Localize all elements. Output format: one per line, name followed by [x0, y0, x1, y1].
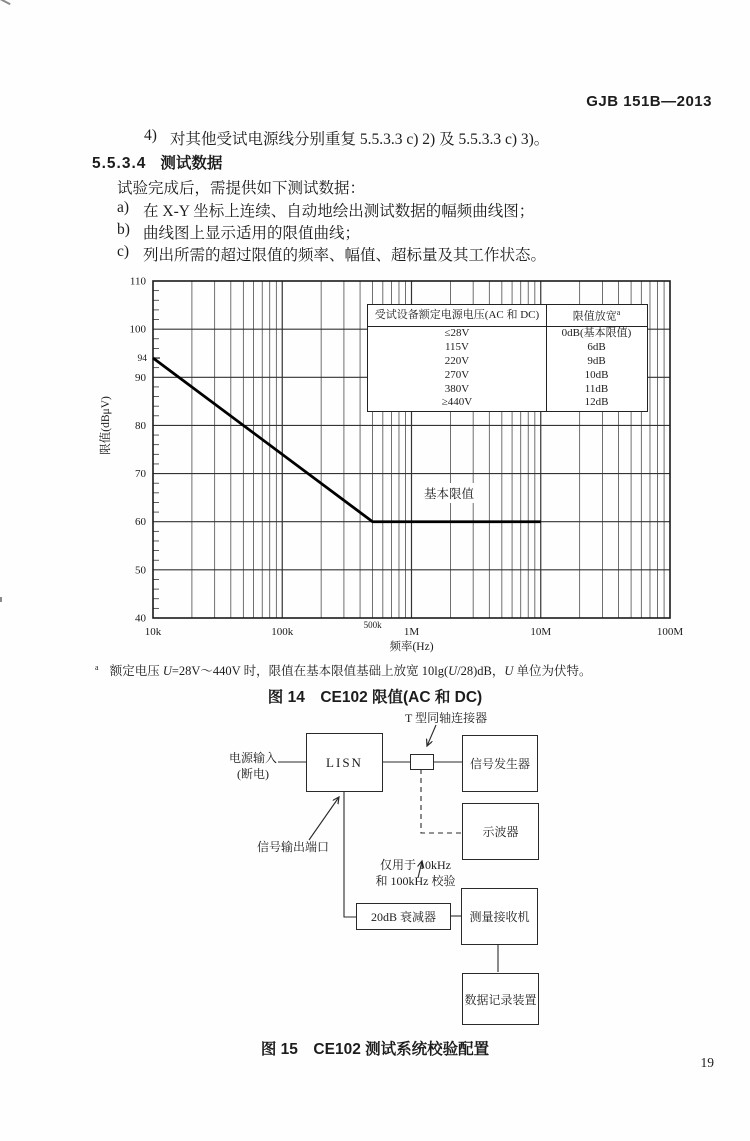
basic-limit-annotation: 基本限值 [419, 483, 479, 503]
table-cell: 270V [444, 368, 470, 381]
section-title: 测试数据 [160, 155, 223, 172]
table-cell: 9dB [587, 354, 606, 367]
svg-text:频率(Hz): 频率(Hz) [389, 641, 434, 653]
svg-text:1M: 1M [403, 626, 420, 638]
diagram-box-t-connector [410, 754, 434, 770]
figure-15-caption: 图 15 CE102 测试系统校验配置 [260, 1041, 490, 1058]
svg-text:110: 110 [129, 275, 146, 288]
svg-text:40: 40 [135, 612, 146, 625]
svg-text:10k: 10k [144, 626, 162, 638]
svg-text:500k: 500k [363, 620, 382, 630]
table-cell: 220V [444, 354, 470, 367]
svg-text:100k: 100k [271, 626, 294, 638]
section-number: 5.5.3.4 [92, 155, 147, 172]
figure-14-caption: 图 14 CE102 限值(AC 和 DC) [267, 689, 483, 706]
diagram-box-oscilloscope: 示波器 [462, 803, 539, 860]
list-item-text: 列出所需的超过限值的频率、幅值、超标量及其工作状态。 [143, 247, 547, 264]
footnote-marker: a [616, 307, 621, 317]
svg-text:60: 60 [135, 516, 146, 529]
table-cell: 11dB [584, 382, 609, 395]
list-item-text: 对其他受试电源线分别重复 5.5.3.3 c) 2) 及 5.5.3.3 c) 3)。 [170, 131, 550, 148]
calibration-note-label: 仅用于 10kHz 和 100kHz 校验 [375, 858, 456, 889]
table-header-cell: 受试设备额定电源电压(AC 和 DC) [374, 309, 540, 321]
diagram-box-lisn: LISN [306, 733, 383, 792]
power-input-label: 电源输入 (断电) [228, 751, 277, 782]
svg-text:70: 70 [135, 468, 146, 481]
diagram-box-attenuator: 20dB 衰减器 [356, 903, 451, 930]
diagram-box-signal-generator: 信号发生器 [462, 735, 538, 792]
footnote-text: 额定电压 U=28V～440V 时，限值在基本限值基础上放宽 10lg(U/28)dB，U 单位为伏特。 [109, 664, 592, 678]
list-item-text: 在 X-Y 坐标上连续、自动地绘出测试数据的幅频曲线图； [143, 203, 535, 220]
svg-text:50: 50 [135, 564, 146, 577]
svg-text:100M: 100M [656, 626, 684, 638]
svg-text:100: 100 [129, 323, 146, 336]
table-cell: 115V [444, 341, 470, 354]
list-item-label: a) [117, 199, 130, 216]
list-item-text: 曲线图上显示适用的限值曲线； [143, 225, 361, 242]
svg-text:80: 80 [135, 419, 146, 432]
table-cell: ≥440V [441, 396, 473, 409]
table-cell: 380V [444, 382, 470, 395]
standard-number-header: GJB 151B—2013 [586, 93, 712, 110]
page-number: 19 [700, 1055, 714, 1070]
list-item-label: 4) [144, 127, 157, 144]
diagram-box-receiver: 测量接收机 [461, 888, 538, 945]
table-cell: 12dB [584, 396, 609, 409]
intro-text: 试验完成后，需提供如下测试数据： [117, 180, 366, 197]
table-header-cell: 限值放宽$^a$ [572, 307, 621, 323]
list-item-label: c) [117, 243, 130, 260]
footnote-marker: a [95, 662, 99, 672]
t-connector-label: T 型同轴连接器 [405, 711, 488, 725]
svg-text:10M: 10M [530, 626, 552, 638]
table-cell: 10dB [584, 368, 609, 381]
svg-text:限值(dBμV): 限值(dBμV) [100, 396, 112, 455]
table-cell: ≤28V [444, 327, 470, 340]
svg-text:94: 94 [137, 354, 147, 365]
table-cell: 6dB [587, 341, 606, 354]
table-cell: 0dB(基本限值) [561, 327, 632, 340]
signal-output-port-label: 信号输出端口 [257, 840, 330, 854]
svg-text:90: 90 [135, 371, 146, 384]
list-item-label: b) [117, 221, 130, 238]
diagram-box-recorder: 数据记录装置 [462, 973, 539, 1025]
